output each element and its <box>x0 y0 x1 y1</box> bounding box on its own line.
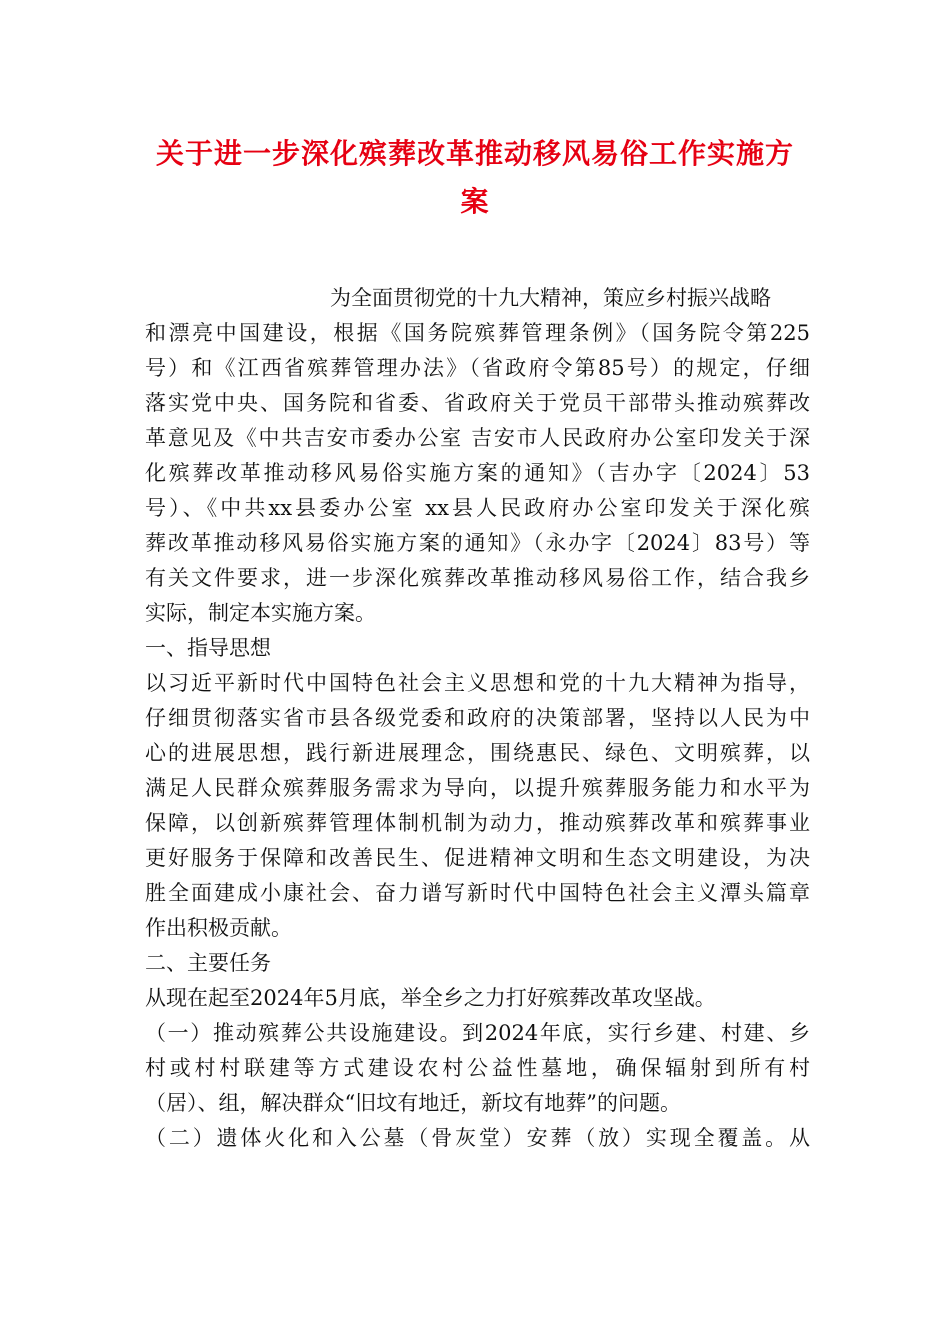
body-line: 保障，以创新殡葬管理体制机制为动力，推动殡葬改革和殡葬事业 <box>145 811 810 835</box>
body-line: 化殡葬改革推动移风易俗实施方案的通知》（吉办字〔2024〕53 <box>145 461 810 485</box>
document-body <box>145 281 810 1156</box>
body-line: （二）遗体火化和入公墓（骨灰堂）安葬（放）实现全覆盖。从 <box>145 1126 810 1150</box>
body-line: 实际，制定本实施方案。 <box>145 601 376 625</box>
body-line: （居）、组，解决群众“旧坟有地迁，新坟有地葬”的问题。 <box>145 1091 681 1115</box>
title-line: 案 <box>460 185 490 218</box>
body-line: 仔细贯彻落实省市县各级党委和政府的决策部署，坚持以人民为中 <box>145 706 810 730</box>
body-line: 一、指导思想 <box>145 636 271 660</box>
body-line: 有关文件要求，进一步深化殡葬改革推动移风易俗工作，结合我乡 <box>145 566 810 590</box>
body-line: 二、主要任务 <box>145 951 271 975</box>
body-line: 为全面贯彻党的十九大精神，策应乡村振兴战略 <box>330 286 771 310</box>
document-title <box>140 130 810 226</box>
body-line: 更好服务于保障和改善民生、促进精神文明和生态文明建设，为决 <box>145 846 810 870</box>
body-line: 号）、《中共xx县委办公室 xx县人民政府办公室印发关于深化殡 <box>145 496 810 520</box>
body-line: 以习近平新时代中国特色社会主义思想和党的十九大精神为指导， <box>145 671 810 695</box>
body-line: 和漂亮中国建设，根据《国务院殡葬管理条例》（国务院令第225 <box>145 321 810 345</box>
body-line: 号）和《江西省殡葬管理办法》（省政府令第85号）的规定，仔细 <box>145 356 810 380</box>
body-line: （一）推动殡葬公共设施建设。到2024年底，实行乡建、村建、乡 <box>145 1021 810 1045</box>
body-line: 胜全面建成小康社会、奋力谱写新时代中国特色社会主义潭头篇章 <box>145 881 810 905</box>
body-line: 落实党中央、国务院和省委、省政府关于党员干部带头推动殡葬改 <box>145 391 810 415</box>
body-line: 葬改革推动移风易俗实施方案的通知》（永办字〔2024〕83号）等 <box>145 531 810 555</box>
title-line: 关于进一步深化殡葬改革推动移风易俗工作实施方 <box>155 137 794 170</box>
body-line: 村或村村联建等方式建设农村公益性墓地，确保辐射到所有村 <box>145 1056 810 1080</box>
body-line: 作出积极贡献。 <box>145 916 292 940</box>
body-line: 满足人民群众殡葬服务需求为导向，以提升殡葬服务能力和水平为 <box>145 776 810 800</box>
body-line: 革意见及《中共吉安市委办公室 吉安市人民政府办公室印发关于深 <box>145 426 810 450</box>
body-line: 心的进展思想，践行新进展理念，围绕惠民、绿色、文明殡葬，以 <box>145 741 810 765</box>
body-line: 从现在起至2024年5月底，举全乡之力打好殡葬改革攻坚战。 <box>145 986 716 1010</box>
